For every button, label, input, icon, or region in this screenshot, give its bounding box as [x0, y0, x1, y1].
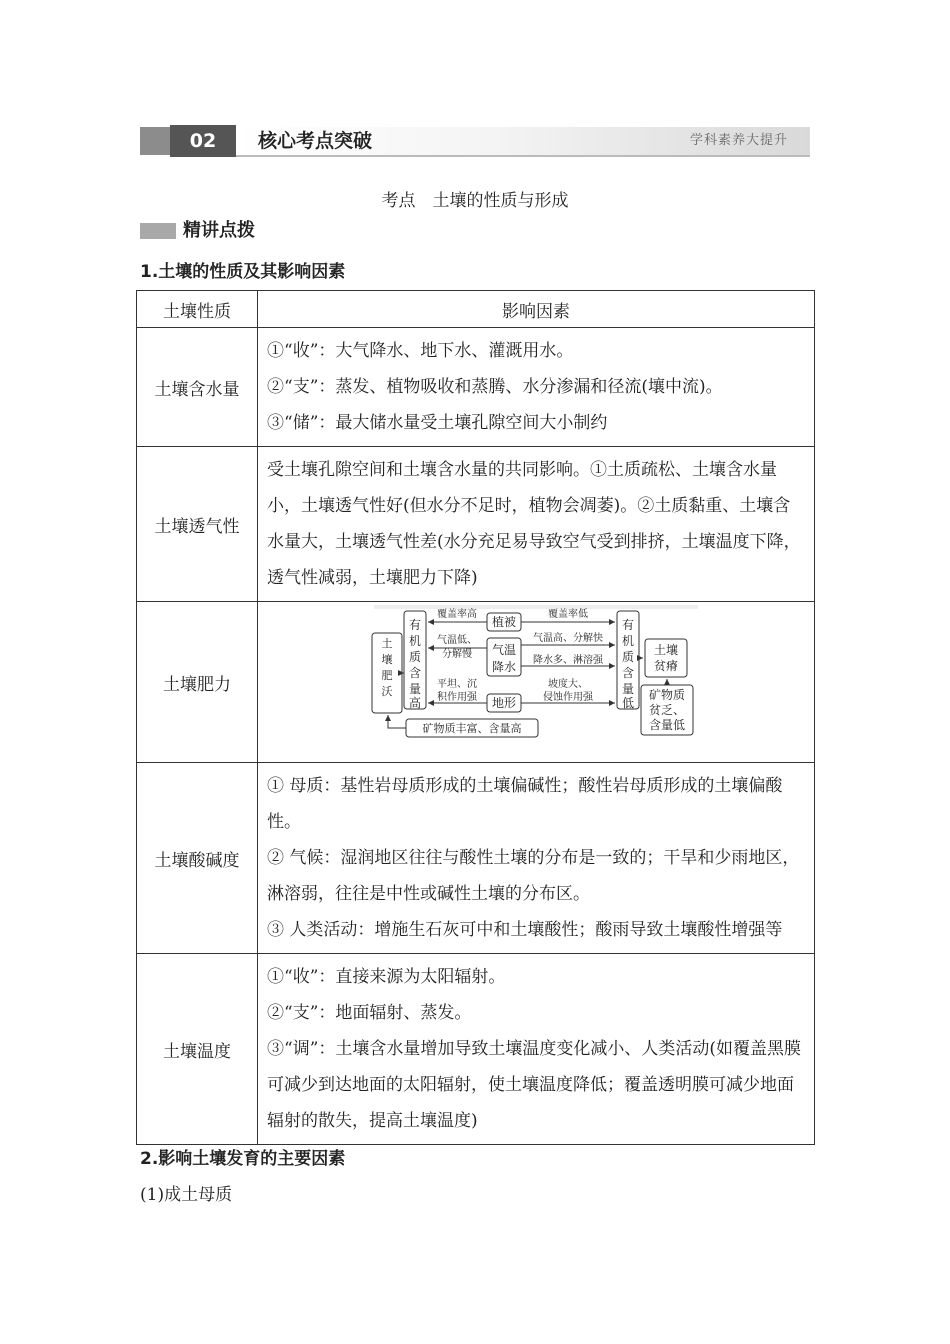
- row-factors: [258, 328, 815, 447]
- label-organic-high-4: 含: [408, 666, 422, 680]
- heading-1: 1.土壤的性质及其影响因素: [140, 262, 346, 282]
- factor-line: ② 气候：湿润地区往往与酸性土壤的分布是一致的；干旱和少雨地区，淋溶弱，往往是中性或碱性土壤的分布区。: [267, 848, 800, 904]
- row-factors: [258, 447, 815, 602]
- table-row: [137, 763, 815, 954]
- label-barren-2: 贫瘠: [653, 659, 679, 673]
- label-right-climate-1: 气温高、分解快: [533, 633, 603, 644]
- label-cover-high: 覆盖率高: [437, 609, 477, 620]
- table-header-row: [137, 291, 815, 328]
- table-row: [137, 602, 815, 763]
- fertility-diagram: [258, 603, 814, 761]
- label-mineral-poor-1: 矿物质: [648, 688, 686, 702]
- header-property: 土壤性质: [137, 291, 258, 328]
- row-property: 土壤温度: [137, 954, 258, 1145]
- row-property: 土壤肥力: [137, 602, 258, 763]
- label-left-terrain-2: 积作用强: [437, 692, 477, 703]
- kaodian-title: 考点 土壤的性质与形成: [381, 191, 569, 211]
- soil-properties-table: [136, 290, 815, 1145]
- label-organic-low-3: 质: [621, 650, 635, 664]
- label-cover-low: 覆盖率低: [548, 609, 588, 620]
- factor-line: ③“调”：土壤含水量增加导致土壤温度变化减小、人类活动(如覆盖黑膜可减少到达地面的太阳辐射，使土壤温度降低；覆盖透明膜可减少地面辐射的散失，提高土壤温度): [267, 1039, 802, 1131]
- factor-line: ③ 人类活动：增施生石灰可中和土壤酸性；酸雨导致土壤酸性增强等: [267, 920, 783, 940]
- banner-number: 02: [170, 125, 236, 157]
- label-left-terrain-1: 平坦、沉: [437, 679, 477, 690]
- row-property: 土壤透气性: [137, 447, 258, 602]
- label-fertile-3: 肥: [381, 669, 393, 682]
- arrow-mineral-fertile: [388, 715, 406, 728]
- label-organic-high-6: 高: [408, 696, 422, 710]
- label-climate-2: 降水: [491, 660, 517, 674]
- label-mineral-rich: 矿物质丰富、含量高: [422, 722, 522, 735]
- label-mineral-poor-3: 含量低: [648, 718, 686, 732]
- label-organic-low-5: 量: [621, 682, 635, 696]
- factor-line: ① 母质：基性岩母质形成的土壤偏碱性；酸性岩母质形成的土壤偏酸性。: [267, 776, 783, 832]
- label-left-climate-2: 分解慢: [442, 649, 472, 660]
- section-banner: [140, 123, 810, 157]
- row-property: 土壤含水量: [137, 328, 258, 447]
- row-factors: [258, 763, 815, 954]
- label-organic-low-6: 低: [621, 696, 635, 710]
- banner-right-text: 学科素养大提升: [689, 133, 788, 148]
- label-right-climate-2: 降水多、淋溶强: [533, 655, 603, 666]
- factor-line: ②“支”：地面辐射、蒸发。: [267, 1003, 472, 1023]
- table-row: [137, 328, 815, 447]
- label-left-climate-1: 气温低、: [437, 635, 477, 646]
- row-factors: [258, 954, 815, 1145]
- label-fertile-2: 壤: [381, 653, 393, 666]
- label-organic-low-4: 含: [621, 666, 635, 680]
- factor-line: 受土壤孔隙空间和土壤含水量的共同影响。①土质疏松、土壤含水量小，土壤透气性好(但水分不足时，植物会凋萎)。②土质黏重、土壤含水量大，土壤透气性差(水分充足易导致空气受到排挤，土壤温度下降，透气性减弱，土壤肥力下降): [267, 460, 801, 588]
- row-property: 土壤酸碱度: [137, 763, 258, 954]
- section-label-block: [140, 223, 176, 239]
- table-row: [137, 954, 815, 1145]
- label-organic-high-5: 量: [408, 682, 422, 696]
- label-fertile-1: 土: [381, 637, 393, 650]
- table-row: [137, 447, 815, 602]
- section-label-text: 精讲点拨: [183, 220, 255, 241]
- label-organic-high-1: 有: [408, 618, 422, 632]
- label-mineral-poor-2: 贫乏、: [648, 703, 686, 717]
- label-organic-low-1: 有: [621, 618, 635, 632]
- label-organic-low-2: 机: [621, 634, 635, 648]
- factor-line: ③“储”：最大储水量受土壤孔隙空间大小制约: [267, 413, 608, 433]
- label-organic-high-3: 质: [408, 650, 422, 664]
- factor-line: ②“支”：蒸发、植物吸收和蒸腾、水分渗漏和径流(壤中流)。: [267, 377, 723, 397]
- header-factors: 影响因素: [258, 291, 815, 328]
- banner-lead-block: [140, 127, 170, 155]
- factor-line: ①“收”：直接来源为太阳辐射。: [267, 967, 506, 987]
- label-vegetation: 植被: [491, 615, 517, 629]
- label-organic-high-2: 机: [408, 634, 422, 648]
- label-fertile-4: 沃: [381, 685, 393, 698]
- label-climate-1: 气温: [491, 643, 517, 657]
- label-terrain: 地形: [491, 696, 517, 710]
- fertility-diagram-cell: [258, 602, 815, 763]
- label-barren-1: 土壤: [653, 643, 679, 657]
- banner-title: 核心考点突破: [258, 130, 373, 152]
- label-right-terrain-2: 侵蚀作用强: [543, 692, 593, 703]
- heading-2: 2.影响土壤发育的主要因素: [140, 1149, 346, 1169]
- paragraph-parent-material: (1)成土母质: [140, 1185, 233, 1205]
- label-right-terrain-1: 坡度大、: [548, 679, 588, 690]
- factor-line: ①“收”：大气降水、地下水、灌溉用水。: [267, 341, 574, 361]
